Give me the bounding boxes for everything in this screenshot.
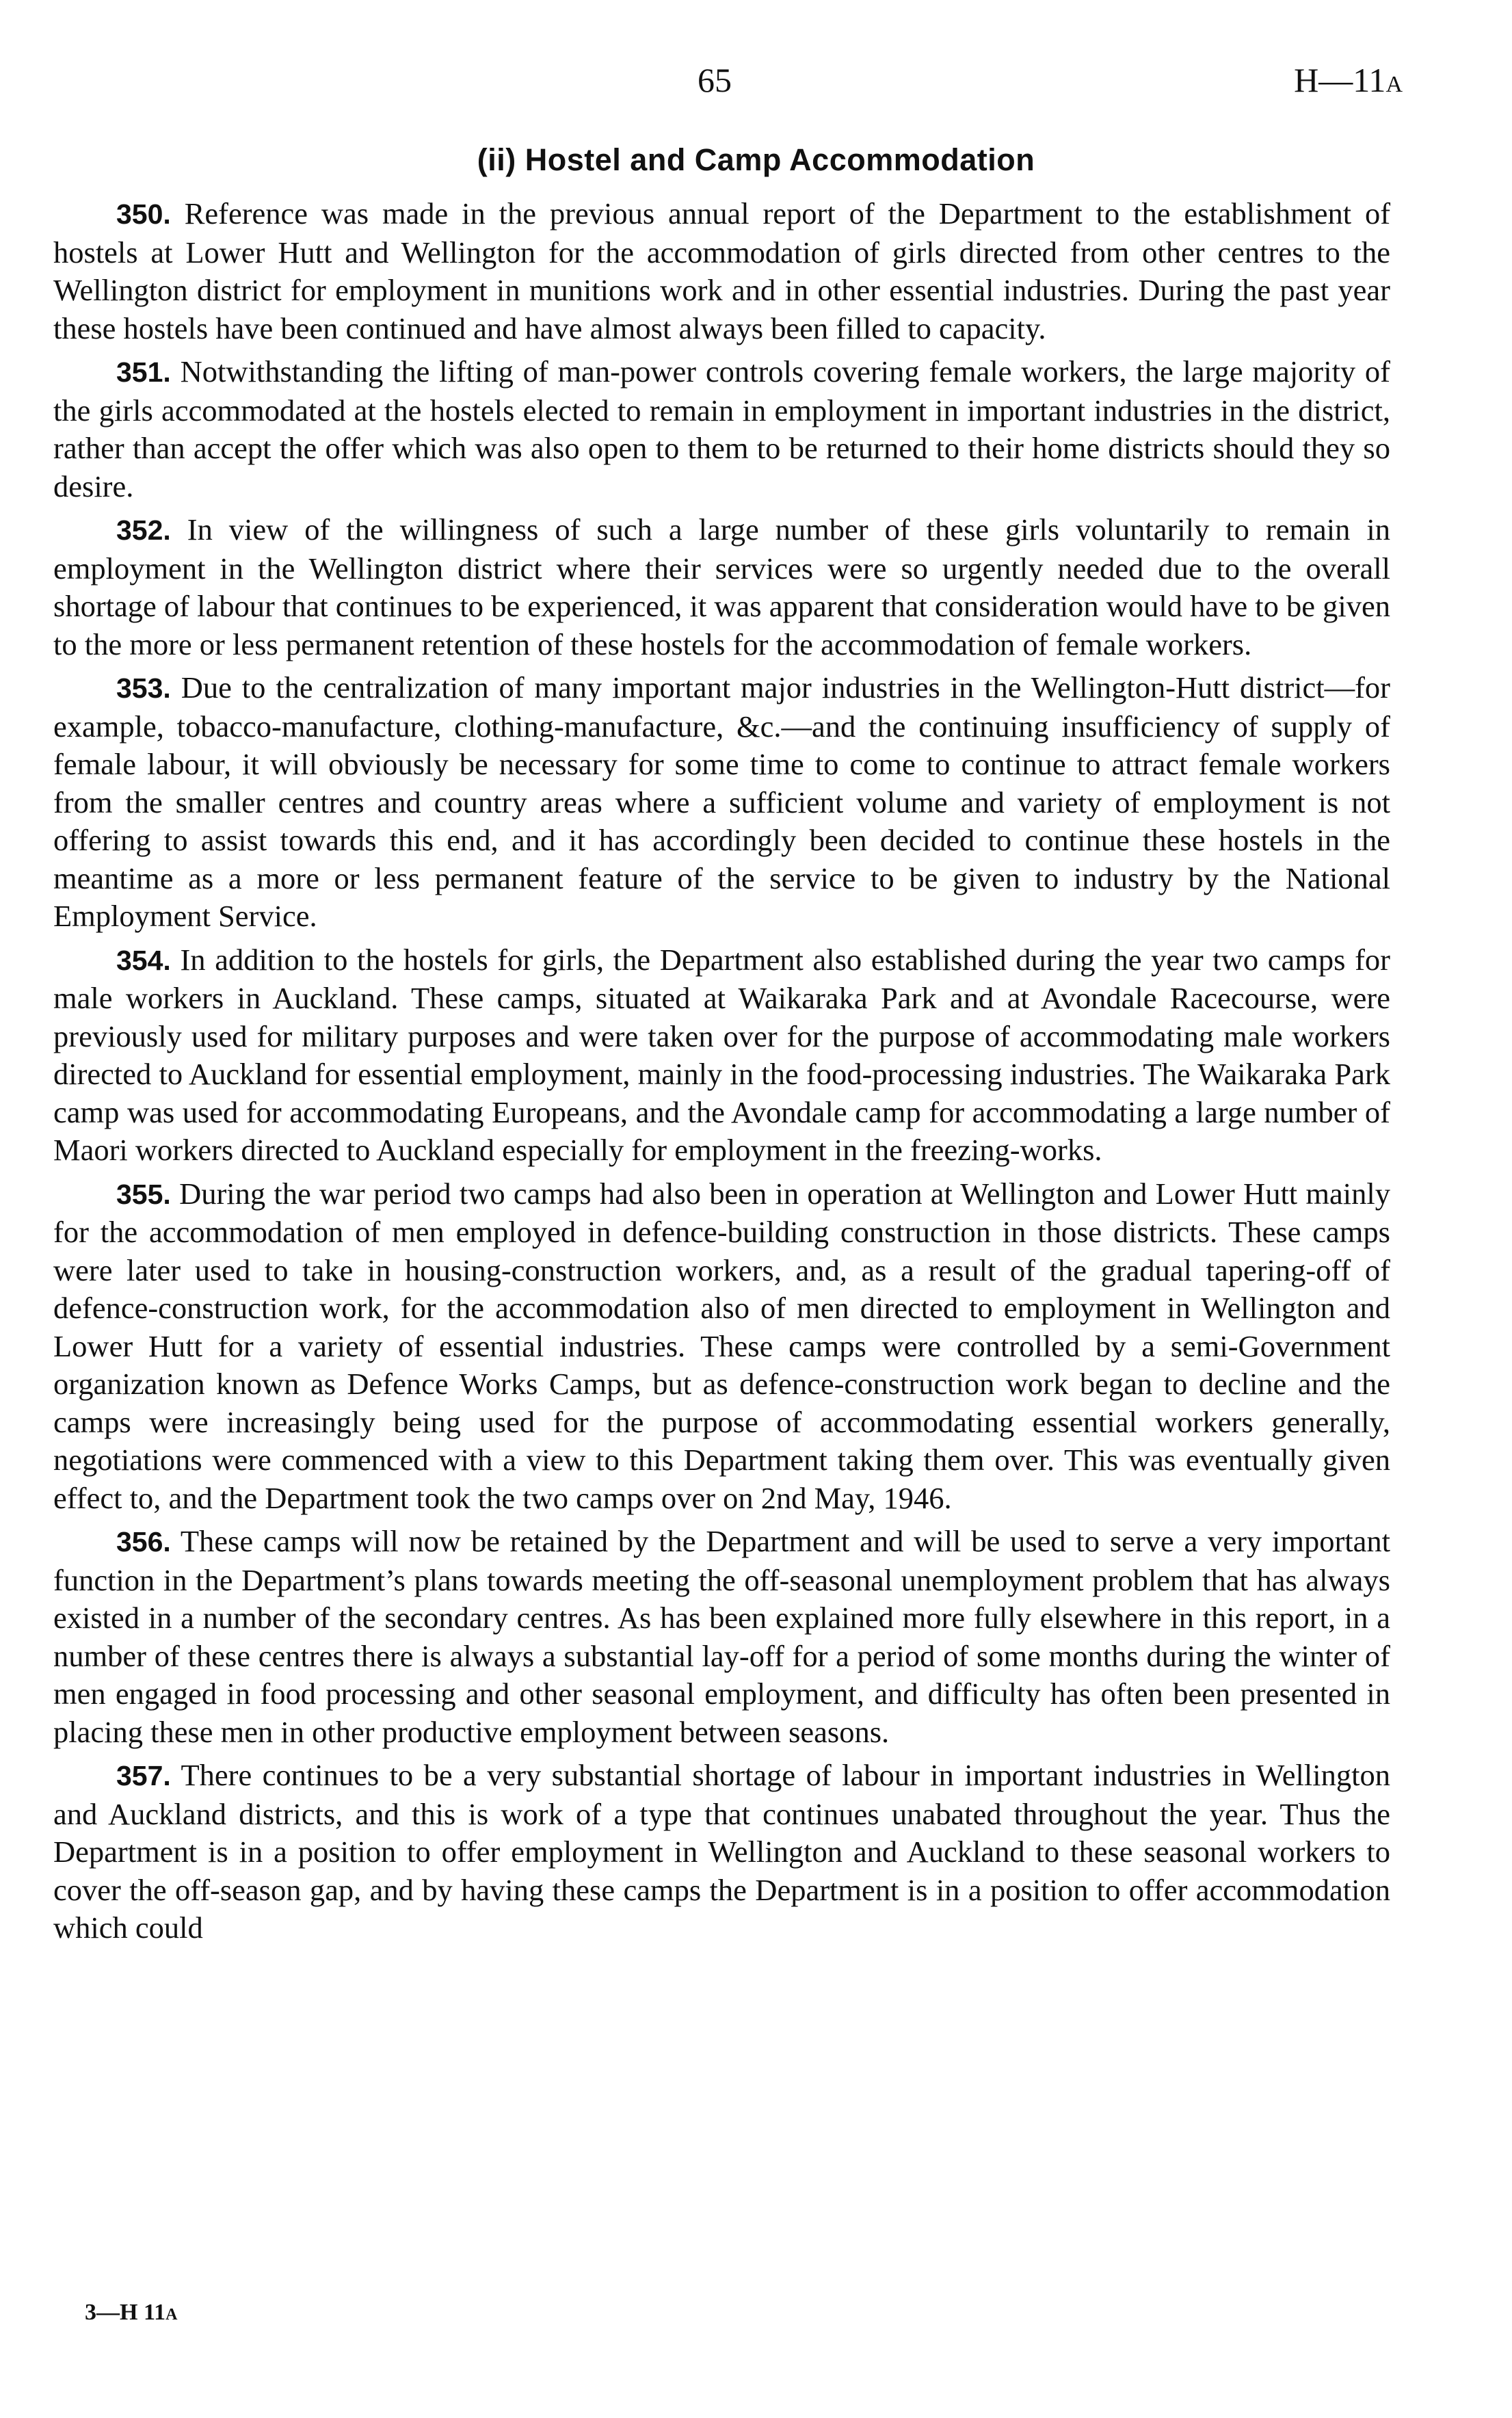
paragraph-text: During the war period two camps had also been in operation at Wellington and Lower Hutt mainly for the accommodation of men employed in defence-building construction in those districts. These camps were later used to take in housing-construction workers, and, as a result of the gradual tapering-off of defence-construction work, for the accommodation also of men directed to employment in Wellington and Lower Hutt for a variety of essential industries. These camps were controlled by a semi-Government organization known as Defence Works Camps, but as defence-construction work began to decline and the camps were increasingly being used for the purpose of accommodating essential workers generally, negotiations were commenced with a view to this Department taking them over. This was eventually given effect to, and the Department took the two camps over on 2nd May, 1946.	[53, 1176, 1391, 1515]
paragraph-number: 352.	[116, 514, 171, 546]
paragraph-351	[53, 353, 1390, 505]
paragraph-text: Reference was made in the previous annual report of the Department to the establishment of hostels at Lower Hutt and Wellington for the accommodation of girls directed from other centres to the Wellington district for employment in munitions work and in other essential industries. During the past year these hostels have been continued and have almost always been filled to capacity.	[53, 196, 1391, 345]
section-title: (ii) Hostel and Camp Accommodation	[477, 142, 1035, 177]
paragraph-text: There continues to be a very substantial shortage of labour in important industries in Wellington and Auckland districts, and this is work of a type that continues unabated throughout the year. Thus the Department is in a position to offer employment in Wellington and Auckland to these seasonal workers to cover the off-season gap, and by having these camps the Department is in a position to offer accommodation which could	[53, 1758, 1390, 1945]
paragraph-number: 356.	[116, 1526, 171, 1558]
series-code	[1294, 60, 1403, 100]
paragraph-number: 354.	[116, 944, 171, 976]
paragraph-357	[53, 1757, 1390, 1947]
paragraph-350	[53, 195, 1390, 347]
paragraph-text: In view of the willingness of such a large number of these girls voluntarily to remain in employment in the Wellington district where their services were so urgently needed due to the overall shortage of labour that continues to be experienced, it was apparent that consideration would have to be given to the more or less permanent retention of these hostels for the accommodation of female workers.	[53, 512, 1390, 661]
paragraph-text: In addition to the hostels for girls, the Department also established during the year two camps for male workers in Auckland. These camps, situated at Waikaraka Park and at Avondale Racecourse, were previously used for military purposes and were taken over for the purpose of accommodating male workers directed to Auckland for essential employment, mainly in the food-processing industries. The Waikaraka Park camp was used for accommodating Europeans, and the Avondale camp for accommodating a large number of Maori workers directed to Auckland especially for employment in the freezing-works.	[53, 942, 1390, 1167]
paragraph-number: 351.	[116, 356, 171, 388]
series-code-suffix: A	[1385, 72, 1403, 97]
paragraph-number: 353.	[116, 672, 171, 704]
paragraph-354	[53, 941, 1390, 1170]
paragraph-number: 355.	[116, 1178, 171, 1210]
signature-mark-suffix: A	[165, 2306, 178, 2324]
series-code-main: H—11	[1294, 61, 1386, 99]
body-text	[53, 195, 1390, 1953]
paragraph-355	[53, 1175, 1390, 1518]
signature-mark-main: 3—H 11	[85, 2300, 166, 2325]
paragraph-356	[53, 1523, 1390, 1751]
paragraph-text: These camps will now be retained by the Department and will be used to serve a very important function in the Department’s plans towards meeting the off-seasonal unemployment problem that has always existed in a number of the secondary centres. As has been explained more fully elsewhere in this report, in a number of these centres there is always a substantial lay-off for a period of some months during the winter of men engaged in food processing and other seasonal employment, and difficulty has often been presented in placing these men in other productive employment between seasons.	[53, 1524, 1390, 1749]
paragraph-number: 350.	[116, 198, 171, 230]
paragraph-353	[53, 669, 1390, 936]
page-number: 65	[698, 61, 732, 99]
paragraph-352	[53, 511, 1390, 663]
signature-mark	[85, 2300, 177, 2326]
page-header	[0, 60, 1512, 115]
paragraph-text: Due to the centralization of many important major industries in the Wellington-Hutt district—for example, tobacco-manufacture, clothing-manufacture, &c.—and the continuing insufficiency of supply of female labour, it will obviously be necessary for some time to come to continue to attract female workers from the smaller centres and country areas where a sufficient volume and variety of employment is not offering to assist towards this end, and it has accordingly been decided to continue these hostels in the meantime as a more or less permanent feature of the service to be given to industry by the National Employment Service.	[53, 670, 1391, 933]
paragraph-number: 357.	[116, 1760, 171, 1791]
paragraph-text: Notwithstanding the lifting of man-power controls covering female workers, the large majority of the girls accommodated at the hostels elected to remain in employment in important industries in the district, rather than accept the offer which was also open to them to be returned to their home districts should they so desire.	[53, 354, 1391, 503]
